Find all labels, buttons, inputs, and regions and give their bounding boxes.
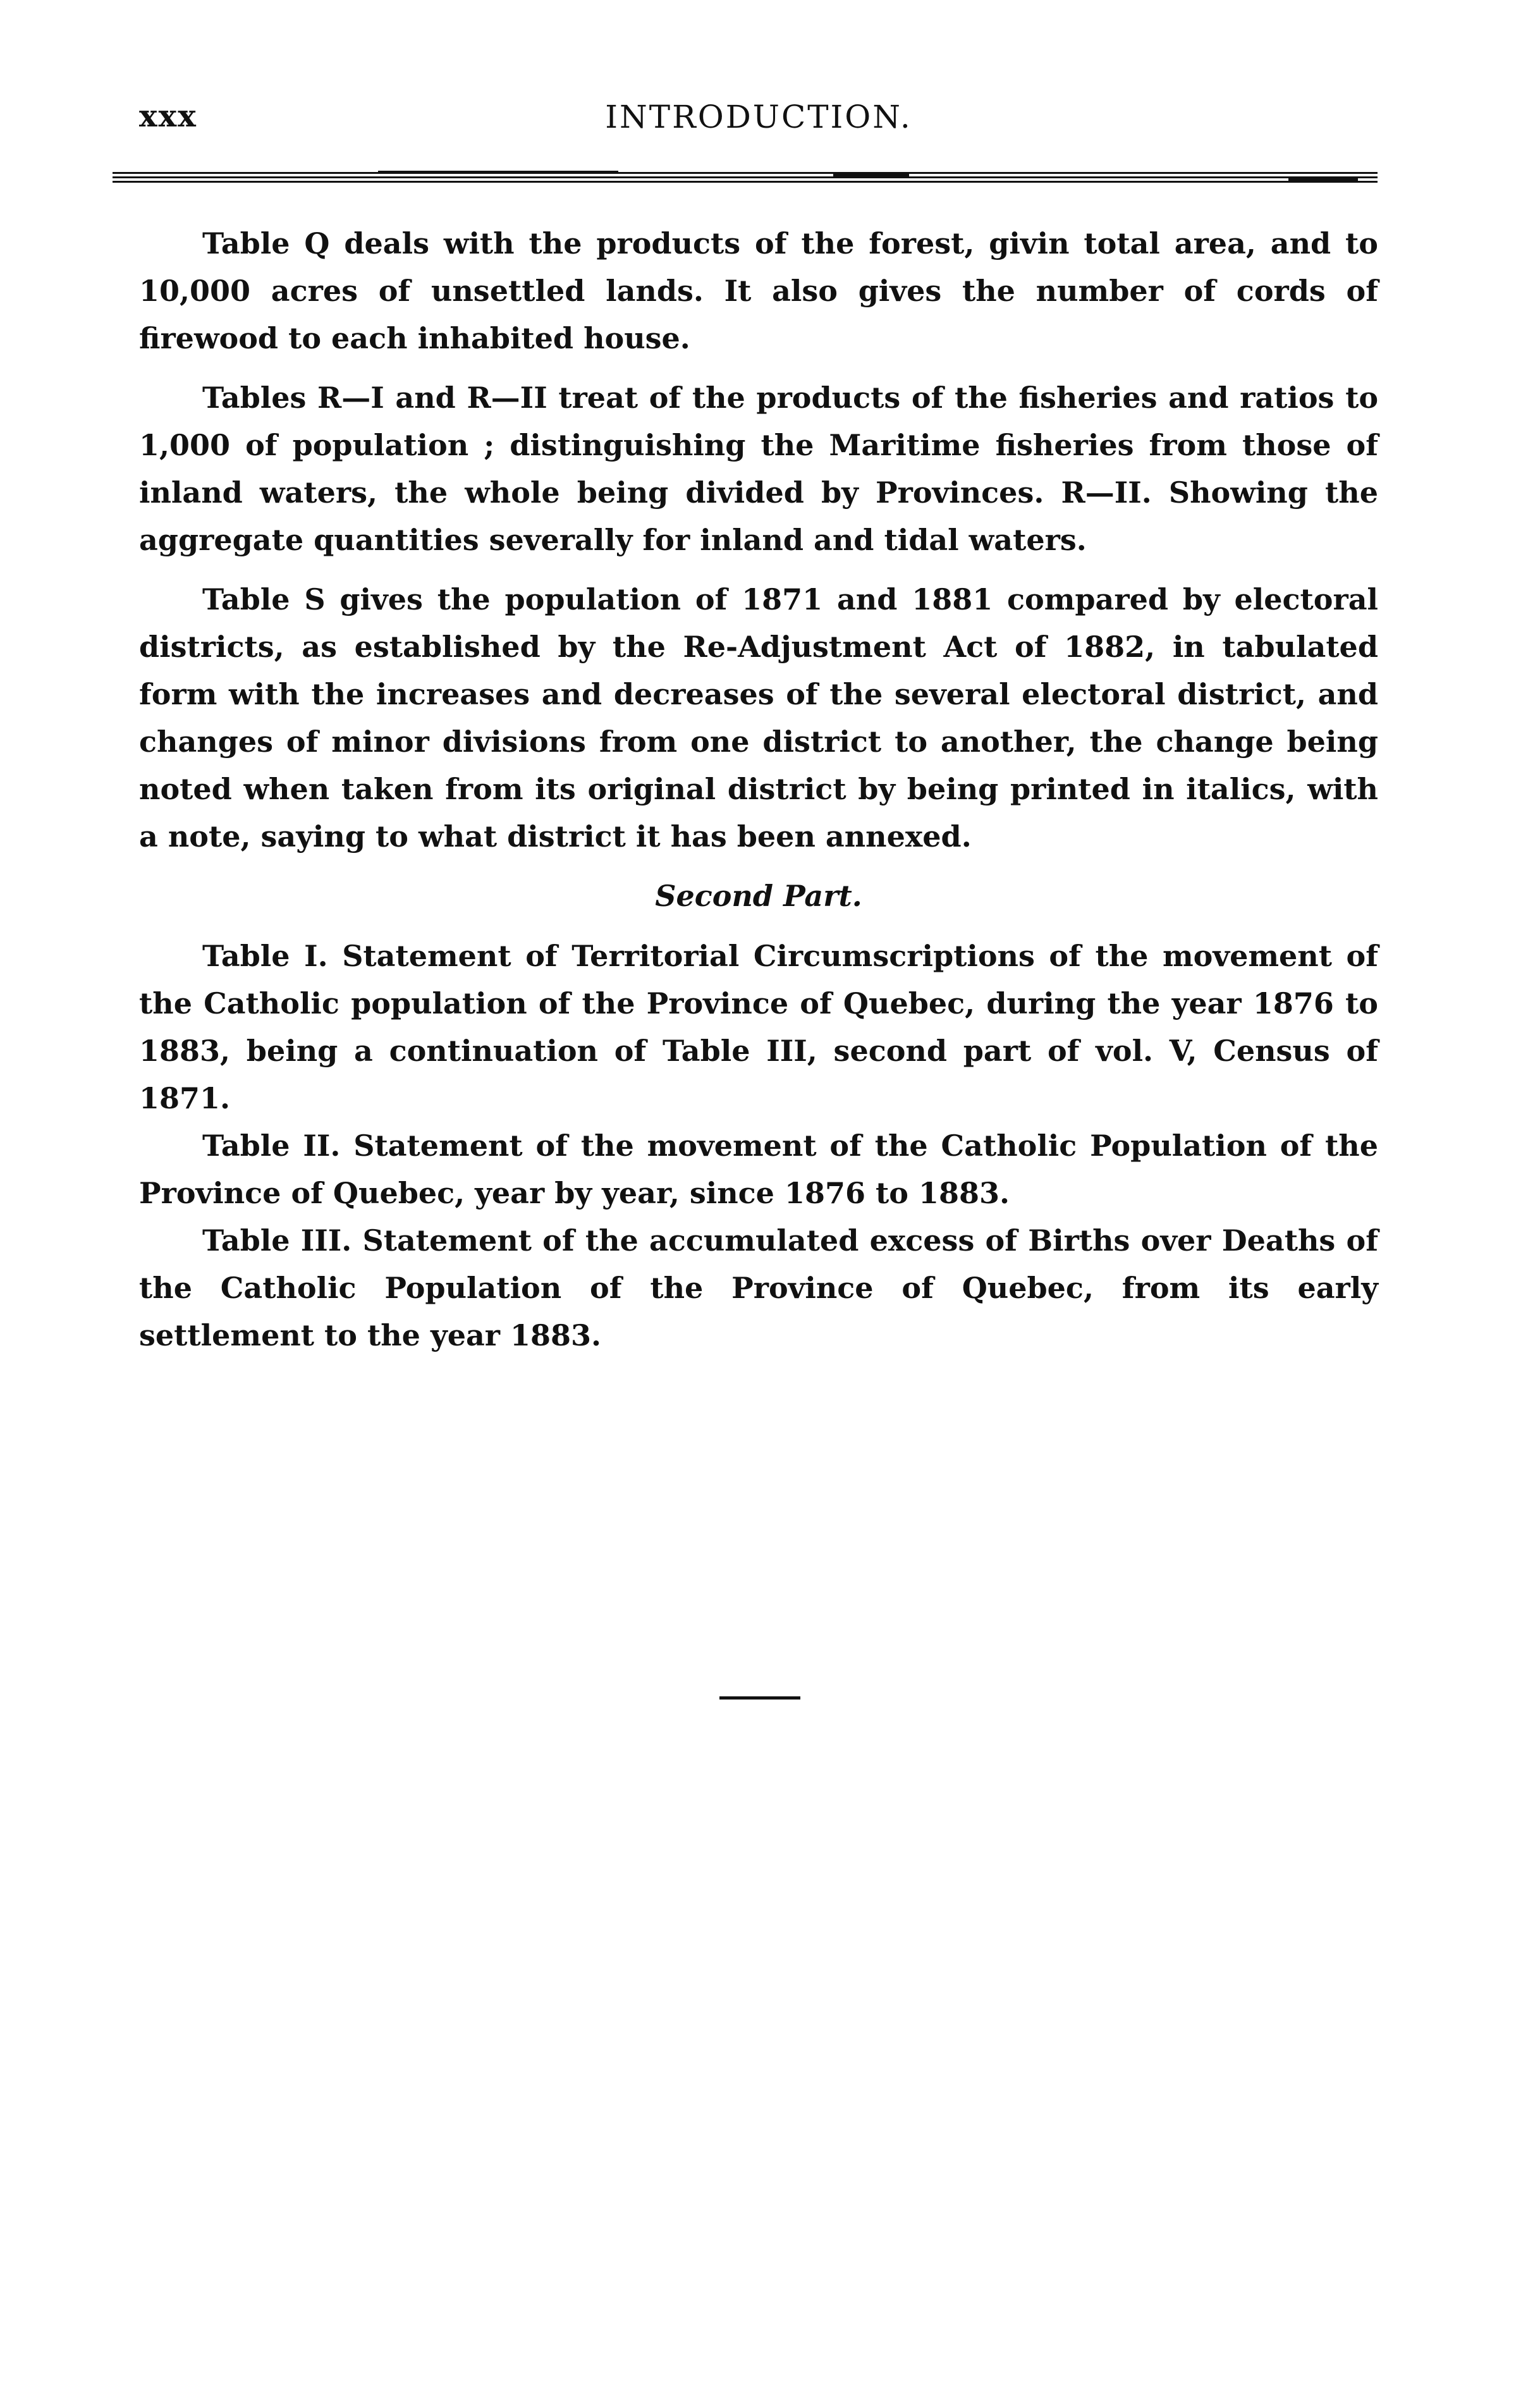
page-header: [139, 94, 1378, 150]
header-rule-graphic: [113, 171, 1378, 186]
body-text: [139, 220, 1378, 1359]
paragraph-tables-r: Tables R—I and R—II treat of the products of the fisheries and ratios to 1,000 of population ; distinguishing the Maritime fisheries from those of inland waters, the whole being divided by Provinces. R—II. Showing the aggregate quantities severally for inland and tidal waters.: [139, 381, 1378, 557]
paragraph-table-iii: Table III. Statement of the accumulated excess of Births over Deaths of the Catholic Population of the Province of Quebec, from its early settlement to the year 1883.: [139, 1223, 1378, 1352]
paragraph-table-q: Table Q deals with the products of the forest, givin total area, and to 10,000 acres of unsettled lands. It also gives the number of cords of firewood to each inhabited house.: [139, 226, 1378, 355]
paragraph-table-s: Table S gives the population of 1871 and 1881 compared by electoral districts, as established by the Re-Adjustment Act of 1882, in tabulated form with the increases and decreases of the several electoral district, and changes of minor divisions from one district to another, the change being noted when taken from its original district by being printed in italics, with a note, saying to what district it has been annexed.: [139, 582, 1378, 854]
header-rule: [113, 171, 1378, 186]
paragraph-table-i: Table I. Statement of Territorial Circumscriptions of the movement of the Catholic population of the Province of Quebec, during the year 1876 to 1883, being a continuation of Table III, second part of vol. V, Census of 1871.: [139, 939, 1378, 1115]
paragraph-table-ii: Table II. Statement of the movement of the Catholic Population of the Province of Quebec, year by year, since 1876 to 1883.: [139, 1129, 1378, 1210]
end-rule: [719, 1696, 800, 1700]
running-title: INTRODUCTION.: [605, 99, 912, 135]
second-part-heading: Second Part.: [655, 879, 862, 913]
page-number: xxx: [139, 99, 197, 134]
